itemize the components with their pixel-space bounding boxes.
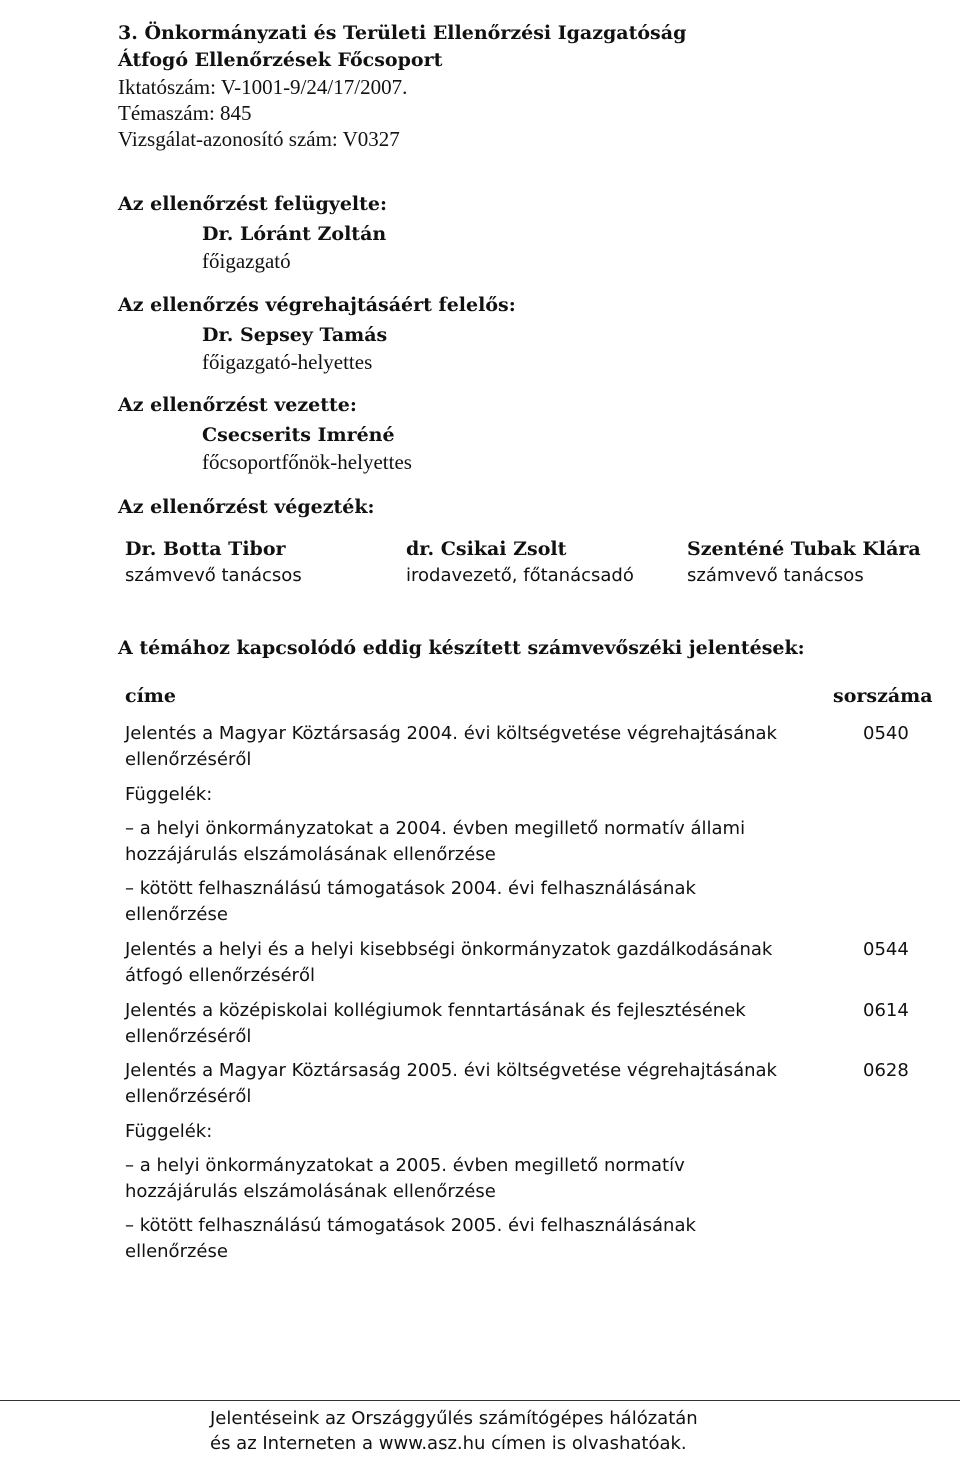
- footer-line-1: Jelentéseink az Országgyűlés számítógépes hálózatán: [210, 1408, 698, 1429]
- report-appendix-item: – a helyi önkormányzatokat a 2005. évben megillető normatív hozzájárulás elszámolásának ellenőrzése: [125, 1155, 685, 1202]
- audit-id: Vizsgálat-azonosító szám: V0327: [118, 127, 400, 151]
- responsible-name: Dr. Sepsey Tamás: [202, 324, 388, 346]
- report-number: 0544: [863, 939, 909, 960]
- supervised-name: Dr. Lóránt Zoltán: [202, 223, 387, 245]
- footer-divider: [0, 1400, 960, 1401]
- reports-column-title: címe: [125, 685, 176, 707]
- footer-line-2: és az Interneten a www.asz.hu címen is olvashatóak.: [210, 1433, 687, 1454]
- performers-label: Az ellenőrzést végezték:: [118, 496, 375, 518]
- performer-role-3: számvevő tanácsos: [687, 565, 864, 586]
- file-number: Iktatószám: V-1001-9/24/17/2007.: [118, 75, 408, 99]
- report-item: Jelentés a helyi és a helyi kisebbségi önkormányzatok gazdálkodásának átfogó ellenőrzéséről: [125, 939, 773, 986]
- leader-role: főcsoportfőnök-helyettes: [202, 450, 412, 474]
- performer-role-1: számvevő tanácsos: [125, 565, 302, 586]
- report-appendix-item: – a helyi önkormányzatokat a 2004. évben megillető normatív állami hozzájárulás elszámolásának ellenőrzése: [125, 818, 746, 865]
- reports-column-number: sorszáma: [833, 685, 933, 707]
- responsible-label: Az ellenőrzés végrehajtásáért felelős:: [118, 294, 516, 316]
- report-appendix-item: – kötött felhasználású támogatások 2005. évi felhasználásának ellenőrzése: [125, 1215, 696, 1262]
- group-title: Átfogó Ellenőrzések Főcsoport: [118, 49, 443, 71]
- reports-heading: A témához kapcsolódó eddig készített számvevőszéki jelentések:: [118, 637, 805, 659]
- supervised-role: főigazgató: [202, 249, 291, 273]
- supervised-label: Az ellenőrzést felügyelte:: [118, 193, 388, 215]
- leader-label: Az ellenőrzést vezette:: [118, 394, 357, 416]
- directorate-title: 3. Önkormányzati és Területi Ellenőrzési Igazgatóság: [118, 22, 687, 44]
- report-item: Jelentés a Magyar Köztársaság 2005. évi költségvetése végrehajtásának ellenőrzéséről: [125, 1060, 777, 1107]
- report-appendix-label: Függelék:: [125, 1121, 213, 1142]
- report-number: 0628: [863, 1060, 909, 1081]
- performer-name-3: Szenténé Tubak Klára: [687, 538, 921, 560]
- performer-role-2: irodavezető, főtanácsadó: [406, 565, 634, 586]
- responsible-role: főigazgató-helyettes: [202, 350, 373, 374]
- report-appendix-item: – kötött felhasználású támogatások 2004. évi felhasználásának ellenőrzése: [125, 878, 696, 925]
- leader-name: Csecserits Imréné: [202, 424, 395, 446]
- performer-name-1: Dr. Botta Tibor: [125, 538, 286, 560]
- performer-name-2: dr. Csikai Zsolt: [406, 538, 567, 560]
- report-item: Jelentés a Magyar Köztársaság 2004. évi költségvetése végrehajtásának ellenőrzéséről: [125, 723, 777, 770]
- report-number: 0614: [863, 1000, 909, 1021]
- report-item: Jelentés a középiskolai kollégiumok fenntartásának és fejlesztésének ellenőrzéséről: [125, 1000, 746, 1047]
- report-appendix-label: Függelék:: [125, 784, 213, 805]
- report-number: 0540: [863, 723, 909, 744]
- topic-number: Témaszám: 845: [118, 101, 252, 125]
